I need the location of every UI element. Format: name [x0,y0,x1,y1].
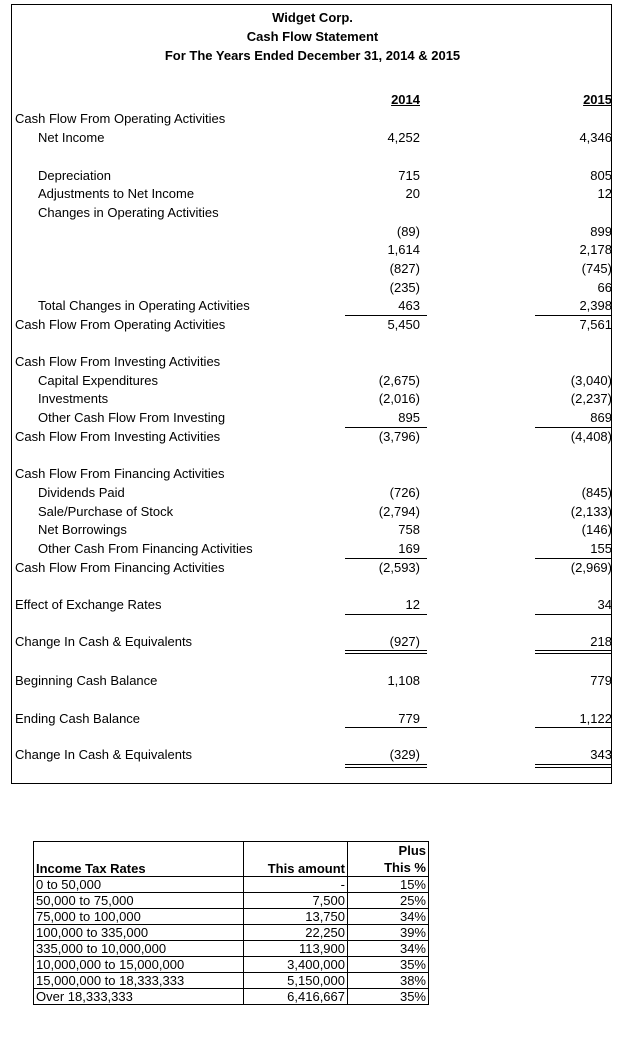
row-label: Ending Cash Balance [15,711,141,726]
row-label: Sale/Purchase of Stock [38,504,174,519]
value-2014: (2,016) [378,391,420,406]
row-label: Depreciation [38,168,111,183]
tax-rates-header: Income Tax Rates [34,842,244,877]
row-label: Cash Flow From Operating Activities [15,111,226,126]
investments-row [0,391,625,407]
this-amount-header: This amount [244,842,348,877]
row-label: Capital Expenditures [38,373,158,388]
bracket-amount: 113,900 [244,941,348,957]
net-income-row [0,130,625,146]
value-2015: 869 [590,410,612,425]
value-2014: (2,675) [378,373,420,388]
bracket-amount: 6,416,667 [244,989,348,1005]
bracket-pct: 38% [348,973,429,989]
row-label: Effect of Exchange Rates [15,597,162,612]
value-2014: (235) [389,280,420,295]
bracket-pct: 34% [348,941,429,957]
year-2014-header: 2014 [391,92,420,107]
value-2014: 895 [398,410,420,425]
row-label: Investments [38,391,109,406]
bracket-range: 335,000 to 10,000,000 [34,941,244,957]
value-2015: 2,178 [579,242,612,257]
row-label: Cash Flow From Financing Activities [15,560,225,575]
change-in-cash-final-row [0,747,625,763]
row-label: Changes in Operating Activities [38,205,219,220]
section-investing-heading [0,354,625,370]
value-2015: 1,122 [579,711,612,726]
value-2015: 899 [590,224,612,239]
value-2015: 12 [597,186,612,201]
row-label: Cash Flow From Investing Activities [15,354,221,369]
bracket-range: 50,000 to 75,000 [34,893,244,909]
row-label: Beginning Cash Balance [15,673,158,688]
value-2015: (845) [581,485,612,500]
value-2015: 66 [597,280,612,295]
value-2015: (745) [581,261,612,276]
bracket-pct: 35% [348,989,429,1005]
bracket-range: 75,000 to 100,000 [34,909,244,925]
row-label: Dividends Paid [38,485,125,500]
operating-change-row [0,242,625,258]
income-tax-rates-table [33,841,429,1005]
subtotal-rule-2014 [345,427,427,428]
operating-change-row [0,280,625,296]
subtotal-rule-2014 [345,727,427,728]
subtotal-rule-2015 [535,427,612,428]
row-label: Net Borrowings [38,522,127,537]
ending-cash-row [0,711,625,727]
cash-flow-operating-total-row [0,317,625,333]
value-2014: 4,252 [387,130,420,145]
statement-period: For The Years Ended December 31, 2014 & 2015 [164,48,461,63]
operating-change-row [0,261,625,277]
tax-table-row [34,989,429,1005]
subtotal-rule-2015 [535,315,612,316]
change-in-cash-row [0,634,625,650]
subtotal-rule-2014 [345,614,427,615]
subtotal-rule-2014 [345,315,427,316]
company-name: Widget Corp. [272,10,353,25]
value-2015: 779 [590,673,612,688]
bracket-range: 100,000 to 335,000 [34,925,244,941]
value-2014: (329) [389,747,420,762]
statement-title: Cash Flow Statement [246,29,379,44]
subtotal-rule-2015 [535,558,612,559]
row-label: Change In Cash & Equivalents [15,747,193,762]
cash-flow-financing-total-row [0,560,625,576]
value-2014: 779 [398,711,420,726]
value-2015: 34 [597,597,612,612]
capital-expenditures-row [0,373,625,389]
double-rule-2015 [535,650,612,654]
value-2015: (2,237) [570,391,612,406]
exchange-rates-row [0,597,625,613]
tax-table-row [34,957,429,973]
value-2015: (2,969) [570,560,612,575]
bracket-range: Over 18,333,333 [34,989,244,1005]
bracket-range: 15,000,000 to 18,333,333 [34,973,244,989]
bracket-amount: 3,400,000 [244,957,348,973]
value-2014: 20 [405,186,420,201]
plus-pct-header [348,842,429,877]
value-2014: (827) [389,261,420,276]
bracket-range: 0 to 50,000 [34,877,244,893]
value-2015: 343 [590,747,612,762]
tax-table-row [34,925,429,941]
value-2014: 12 [405,597,420,612]
bracket-amount: 13,750 [244,909,348,925]
dividends-paid-row [0,485,625,501]
bracket-amount: 22,250 [244,925,348,941]
value-2015: (2,133) [570,504,612,519]
double-rule-2014 [345,764,427,768]
subtotal-rule-2014 [345,558,427,559]
tax-table-row [34,909,429,925]
row-label: Adjustments to Net Income [38,186,195,201]
bracket-pct: 39% [348,925,429,941]
changes-operating-heading [0,205,625,221]
value-2014: 758 [398,522,420,537]
value-2015: 7,561 [579,317,612,332]
other-financing-row [0,541,625,557]
value-2014: (3,796) [378,429,420,444]
value-2014: (2,593) [378,560,420,575]
bracket-amount: 7,500 [244,893,348,909]
value-2015: 218 [590,634,612,649]
tax-table-header-row [34,842,429,877]
subtotal-rule-2015 [535,727,612,728]
value-2014: 1,614 [387,242,420,257]
sale-purchase-stock-row [0,504,625,520]
value-2015: (146) [581,522,612,537]
double-rule-2015 [535,764,612,768]
bracket-pct: 15% [348,877,429,893]
cash-flow-investing-total-row [0,429,625,445]
depreciation-row [0,168,625,184]
bracket-range: 10,000,000 to 15,000,000 [34,957,244,973]
bracket-pct: 25% [348,893,429,909]
year-2015-header: 2015 [583,92,612,107]
tax-table-row [34,893,429,909]
value-2014: 169 [398,541,420,556]
double-rule-2014 [345,650,427,654]
row-label: Change In Cash & Equivalents [15,634,193,649]
section-operating-heading [0,111,625,127]
net-borrowings-row [0,522,625,538]
value-2014: 463 [398,298,420,313]
other-investing-row [0,410,625,426]
adjustments-row [0,186,625,202]
value-2015: (3,040) [570,373,612,388]
value-2015: 4,346 [579,130,612,145]
value-2014: (927) [389,634,420,649]
bracket-amount: 5,150,000 [244,973,348,989]
value-2014: 5,450 [387,317,420,332]
operating-change-row [0,224,625,240]
tax-table-row [34,973,429,989]
row-label: Other Cash From Financing Activities [38,541,253,556]
row-label: Cash Flow From Investing Activities [15,429,221,444]
tax-table-row [34,877,429,893]
tax-table-row [34,941,429,957]
value-2014: 1,108 [387,673,420,688]
value-2015: 2,398 [579,298,612,313]
bracket-pct: 34% [348,909,429,925]
value-2015: 805 [590,168,612,183]
row-label: Other Cash Flow From Investing [38,410,226,425]
bracket-amount: - [244,877,348,893]
value-2014: (2,794) [378,504,420,519]
section-financing-heading [0,466,625,482]
value-2014: (89) [396,224,420,239]
this-pct-label: This % [384,860,426,875]
value-2015: (4,408) [570,429,612,444]
row-label: Total Changes in Operating Activities [38,298,250,313]
value-2014: (726) [389,485,420,500]
total-changes-operating-row [0,298,625,314]
row-label: Net Income [38,130,105,145]
bracket-pct: 35% [348,957,429,973]
plus-label: Plus [398,843,426,858]
subtotal-rule-2015 [535,614,612,615]
beginning-cash-row [0,673,625,689]
row-label: Cash Flow From Operating Activities [15,317,226,332]
year-header-row [0,92,625,108]
value-2015: 155 [590,541,612,556]
row-label: Cash Flow From Financing Activities [15,466,225,481]
value-2014: 715 [398,168,420,183]
